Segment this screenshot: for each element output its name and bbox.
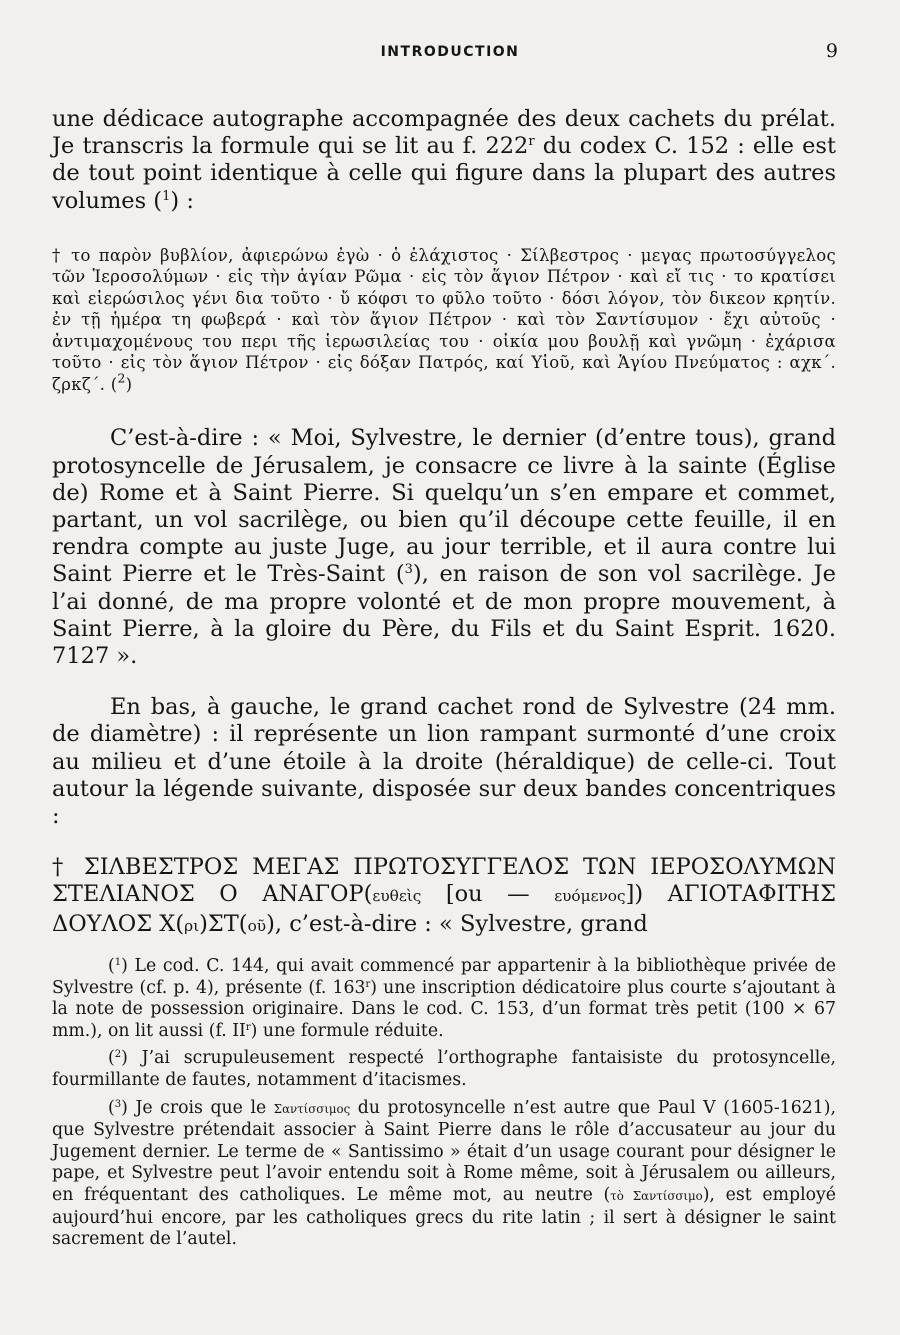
recto-superscript: r [528,134,535,150]
text-run: Le cod. C. 144, qui avait commencé par appartenir à la bibliothèque privée de Sylvestre (cf. p. 4), présente (f. 163 [52,956,836,998]
footnote-marker: 1 [114,956,122,968]
paragraph-dedication-intro [52,106,836,215]
recto-superscript: r [245,1021,251,1033]
small-greek: ρι [184,916,200,935]
small-greek: ευόμενος [554,887,626,906]
text-run: du protosyncelle n’est autre que Paul V (1605-1621), que Sylvestre prétendait associer à Saint Pierre dans le rôle d’accusateur au jour du Jugement dernier. Le terme de « Santissimo » était d’un usage courant pour désigner le pape, et Sylvestre peut l’avoir entendu soit à Rome même, soit à Jérusalem ou ailleurs, en fréquentant des catholiques. Le même mot, au neutre ( [52,1097,836,1205]
small-greek: οῦ [247,916,267,935]
dagger-symbol: † [52,854,70,881]
text-run: ) [125,374,133,394]
footnote-ref-2: 2 [117,371,126,386]
body-text [52,106,836,940]
text-run: ), c’est-à-dire : « Sylvestre, grand [266,910,648,937]
footnote-ref-3: 3 [404,562,413,578]
footnotes [52,956,836,1257]
text-run: ) une formule réduite. [250,1020,444,1041]
text-run: J’ai scrupuleusement respecté l’orthographe fantaisiste du protosyncelle, fourmillante de fautes, notamment d’itacismes. [52,1048,836,1090]
text-run: Je crois que le [127,1097,274,1118]
text-run: [ou — [421,881,555,908]
paragraph-seal-description [52,694,836,830]
footnote-marker: 2 [114,1049,122,1061]
text-run: ), en raison de son vol sacrilège. Je l’ai donné, de ma propre volonté et de mon propre mouvement, à Saint Pierre, à la gloire du Père, du Fils et du Saint Esprit. 1620. 7127 ». [52,561,836,669]
greek-dedication [52,245,836,396]
text-run: En bas, à gauche, le grand cachet rond de Sylvestre (24 mm. de diamètre) : il représente un lion rampant surmonté d’une croix au milieu et d’une étoile à la droite (héraldique) de celle-ci. Tout autour la légende suivante, disposée sur deux bandes concentriques : [52,694,836,829]
text-run: du codex C. 152 : elle est de tout point identique à celle qui figure dans la plupart des autres volumes ( [52,133,836,214]
seal-legend [52,854,836,940]
text-run: ΣΙΛΒΕΣΤΡΟΣ ΜΕΓΑΣ ΠΡΩΤΟΣΥΓΓΕΛΟΣ ΤΩΝ ΙΕΡΟΣΟΛΥΜΩΝ ΣΤΕΛΙΑΝΟΣ Ο ΑΝΑΓΟΡ( [52,854,837,908]
running-head [50,40,850,68]
text-run: ), est employé aujourd’hui encore, par les catholiques grecs du rite latin ; il sert à désigner le saint sacrement de l’autel. [52,1184,836,1250]
greek-term: Σαντίσσιμος [273,1101,351,1116]
greek-term: τὸ Σαντίσσιμο [610,1188,703,1203]
footnote-1: ($^1$) Le cod. C. 144, qui avait commencé par appartenir à la bibliothèque privée de Sylvestre (cf. p. 4), présente (f. 163$^r$) une inscription dédicatoire plus courte s’ajoutant à la note de possession originaire. Dans le cod. C. 153, d’un format très petit (100 × 67 mm.), on lit aussi (f. $II^r$) une formule réduite. [52,956,836,1041]
dagger-symbol: † [52,245,64,265]
footnote-3: ($^3$) Je crois que le Σαντίσσιμος du protosyncelle n’est autre que Paul V (1605-1621), que Sylvestre prétendait associer à Saint Pierre dans le rôle d’accusateur au jour du Jugement dernier. Le terme de « Santissimo » était d’un usage courant pour désigner le pape, et Sylvestre peut l’avoir entendu soit à Rome même, soit à Jérusalem ou ailleurs, en fréquentant des catholiques. Le même mot, au neutre (τὸ Σαντίσσιμο), est employé aujourd’hui encore, par les catholiques grecs du rite latin ; il sert à désigner le saint sacrement de l’autel. [52,1097,836,1250]
recto-superscript: r [365,978,371,990]
text-run: ]) ΑΓΙΟΤΑΦΙΤΗΣ ΔΟΥΛΟΣ Χ( [52,881,836,937]
paragraph-translation [52,425,836,670]
footnote-marker: 3 [114,1098,122,1110]
text-run: ) une inscription dédicatoire plus courte s’ajoutant à la note de possession originaire. Dans le cod. C. 153, d’un format très petit (100 × 67 mm.), on lit aussi (f. II [52,977,836,1041]
running-title: INTRODUCTION [380,44,520,60]
text-run: C’est-à-dire : « Moi, Sylvestre, le dernier (d’entre tous), grand protosyncelle de Jérusalem, je consacre ce livre à la sainte (Église de) Rome et à Saint Pierre. Si quelqu’un s’en empare et commet, partant, un vol sacrilège, ou bien qu’il découpe cette feuille, il en rendra compte au juste Juge, au jour terrible, et il aura contre lui Saint Pierre et le Très-Saint ( [52,425,836,588]
text-run: ) : [170,187,194,214]
footnote-2: ($^2$) J’ai scrupuleusement respecté l’orthographe fantaisiste du protosyncelle, fourmillante de fautes, notamment d’itacismes. [52,1048,836,1090]
text-run: )ΣΤ( [199,910,248,937]
page-number: 9 [825,40,838,62]
greek-dedication-text: το παρὸν βυβλίον, ἀφιερώνω ἐγὼ · ὁ ἐλάχιστος · Σίλβεστρος · μεγας πρωτοσύγγελος τῶν Ἱεροσολύμων · εἰς τὴν ἁγίαν Ρῶμα · εἰς τὸν ἅγιον Πέτρον · καὶ εἴ τις · το κρατίσει καὶ εἱερώσιλος γένι δια τοῦτο · ὔ κόφσι το φῦλο τοῦτο · δόσι λόγον, τὸν δικεον κρητίν. ἐν τῇ ἡμέρα τη φωβερά · καὶ τὸν ἅγιον Πέτρον · καὶ τὸν Σαντίσυμον · ἔχι αὐτοῦς · ἀντιμαχομένους του περι τῆς ἱερωσιλείας του · οἰκία μου βουλῇ καὶ γνῶμη · ἐχάρισα τοῦτο · εἰς τὸν ἅγιον Πέτρον · εἰς δόξαν Πατρός, καί Υἱοῦ, καὶ Ἁγίου Πνεύματος : αχκ΄. ζρκζ΄. ( [52,245,836,394]
text-run: une dédicace autographe accompagnée des deux cachets du prélat. Je transcris la formule qui se lit au f. 222 [52,106,836,160]
footnote-ref-1: 1 [162,188,171,204]
small-greek: ευθεὶς [372,887,422,906]
